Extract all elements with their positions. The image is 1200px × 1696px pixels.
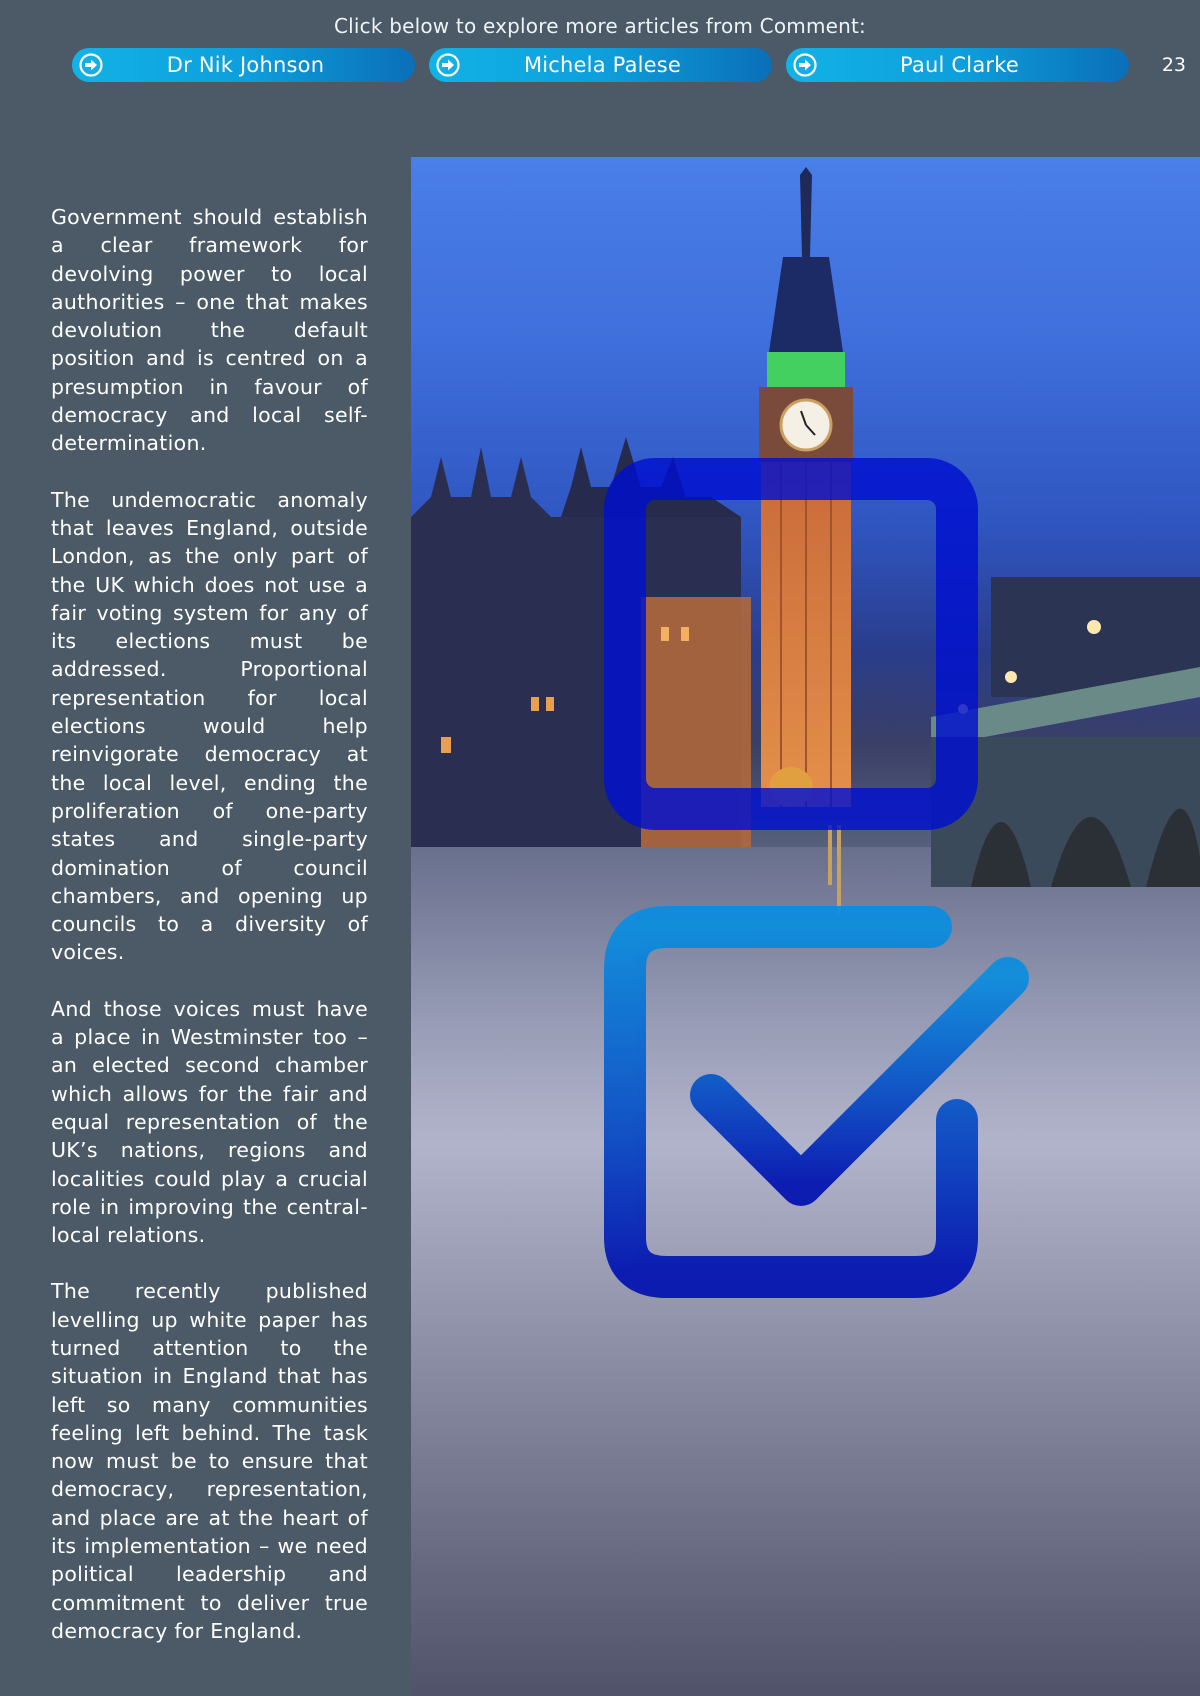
article-paragraph: Government should establish a clear framework for devolving power to local authorities – one that makes devolution the default position and is centred on a presumption in favour of democracy and local self-determination. (51, 205, 368, 456)
big-ben-photo (411, 157, 1200, 1696)
article-link-label: Paul Clarke (900, 53, 1019, 77)
arrow-circle-right-icon (78, 52, 104, 78)
article-link-label: Dr Nik Johnson (166, 53, 325, 77)
arrow-circle-right-icon (435, 52, 461, 78)
article-paragraph: The undemocratic anomaly that leaves England, outside London, as the only part of the UK which does not use a fair voting system for any of its elections must be addressed. Proportional representation for local elections would help reinvigorate democracy at the local level, ending the proliferation of one-party states and single-party domination of council chambers, and opening up councils to a diversity of voices. (51, 487, 368, 965)
page-number: 23 (1161, 54, 1186, 76)
explore-label: Click below to explore more articles from Comment: (334, 14, 866, 38)
article-paragraph: The recently published levelling up white paper has turned attention to the situation in England that has left so many communities feeling left behind. The task now must be to ensure that democracy, representation, and place are at the heart of its implementation – we need political leadership and commitment to deliver true democracy for England. (51, 1279, 368, 1643)
article-link-michela-palese[interactable] (429, 48, 772, 82)
article-paragraph: And those voices must have a place in Westminster too – an elected second chamber which allows for the fair and equal representation of the UK’s nations, regions and localities could play a crucial role in improving the central-local relations. (51, 996, 368, 1248)
article-link-label: Michela Palese (523, 53, 682, 77)
arrow-circle-right-icon (792, 52, 818, 78)
article-body (51, 203, 368, 1673)
article-link-nik-johnson[interactable] (72, 48, 415, 82)
article-link-paul-clarke[interactable] (786, 48, 1129, 82)
